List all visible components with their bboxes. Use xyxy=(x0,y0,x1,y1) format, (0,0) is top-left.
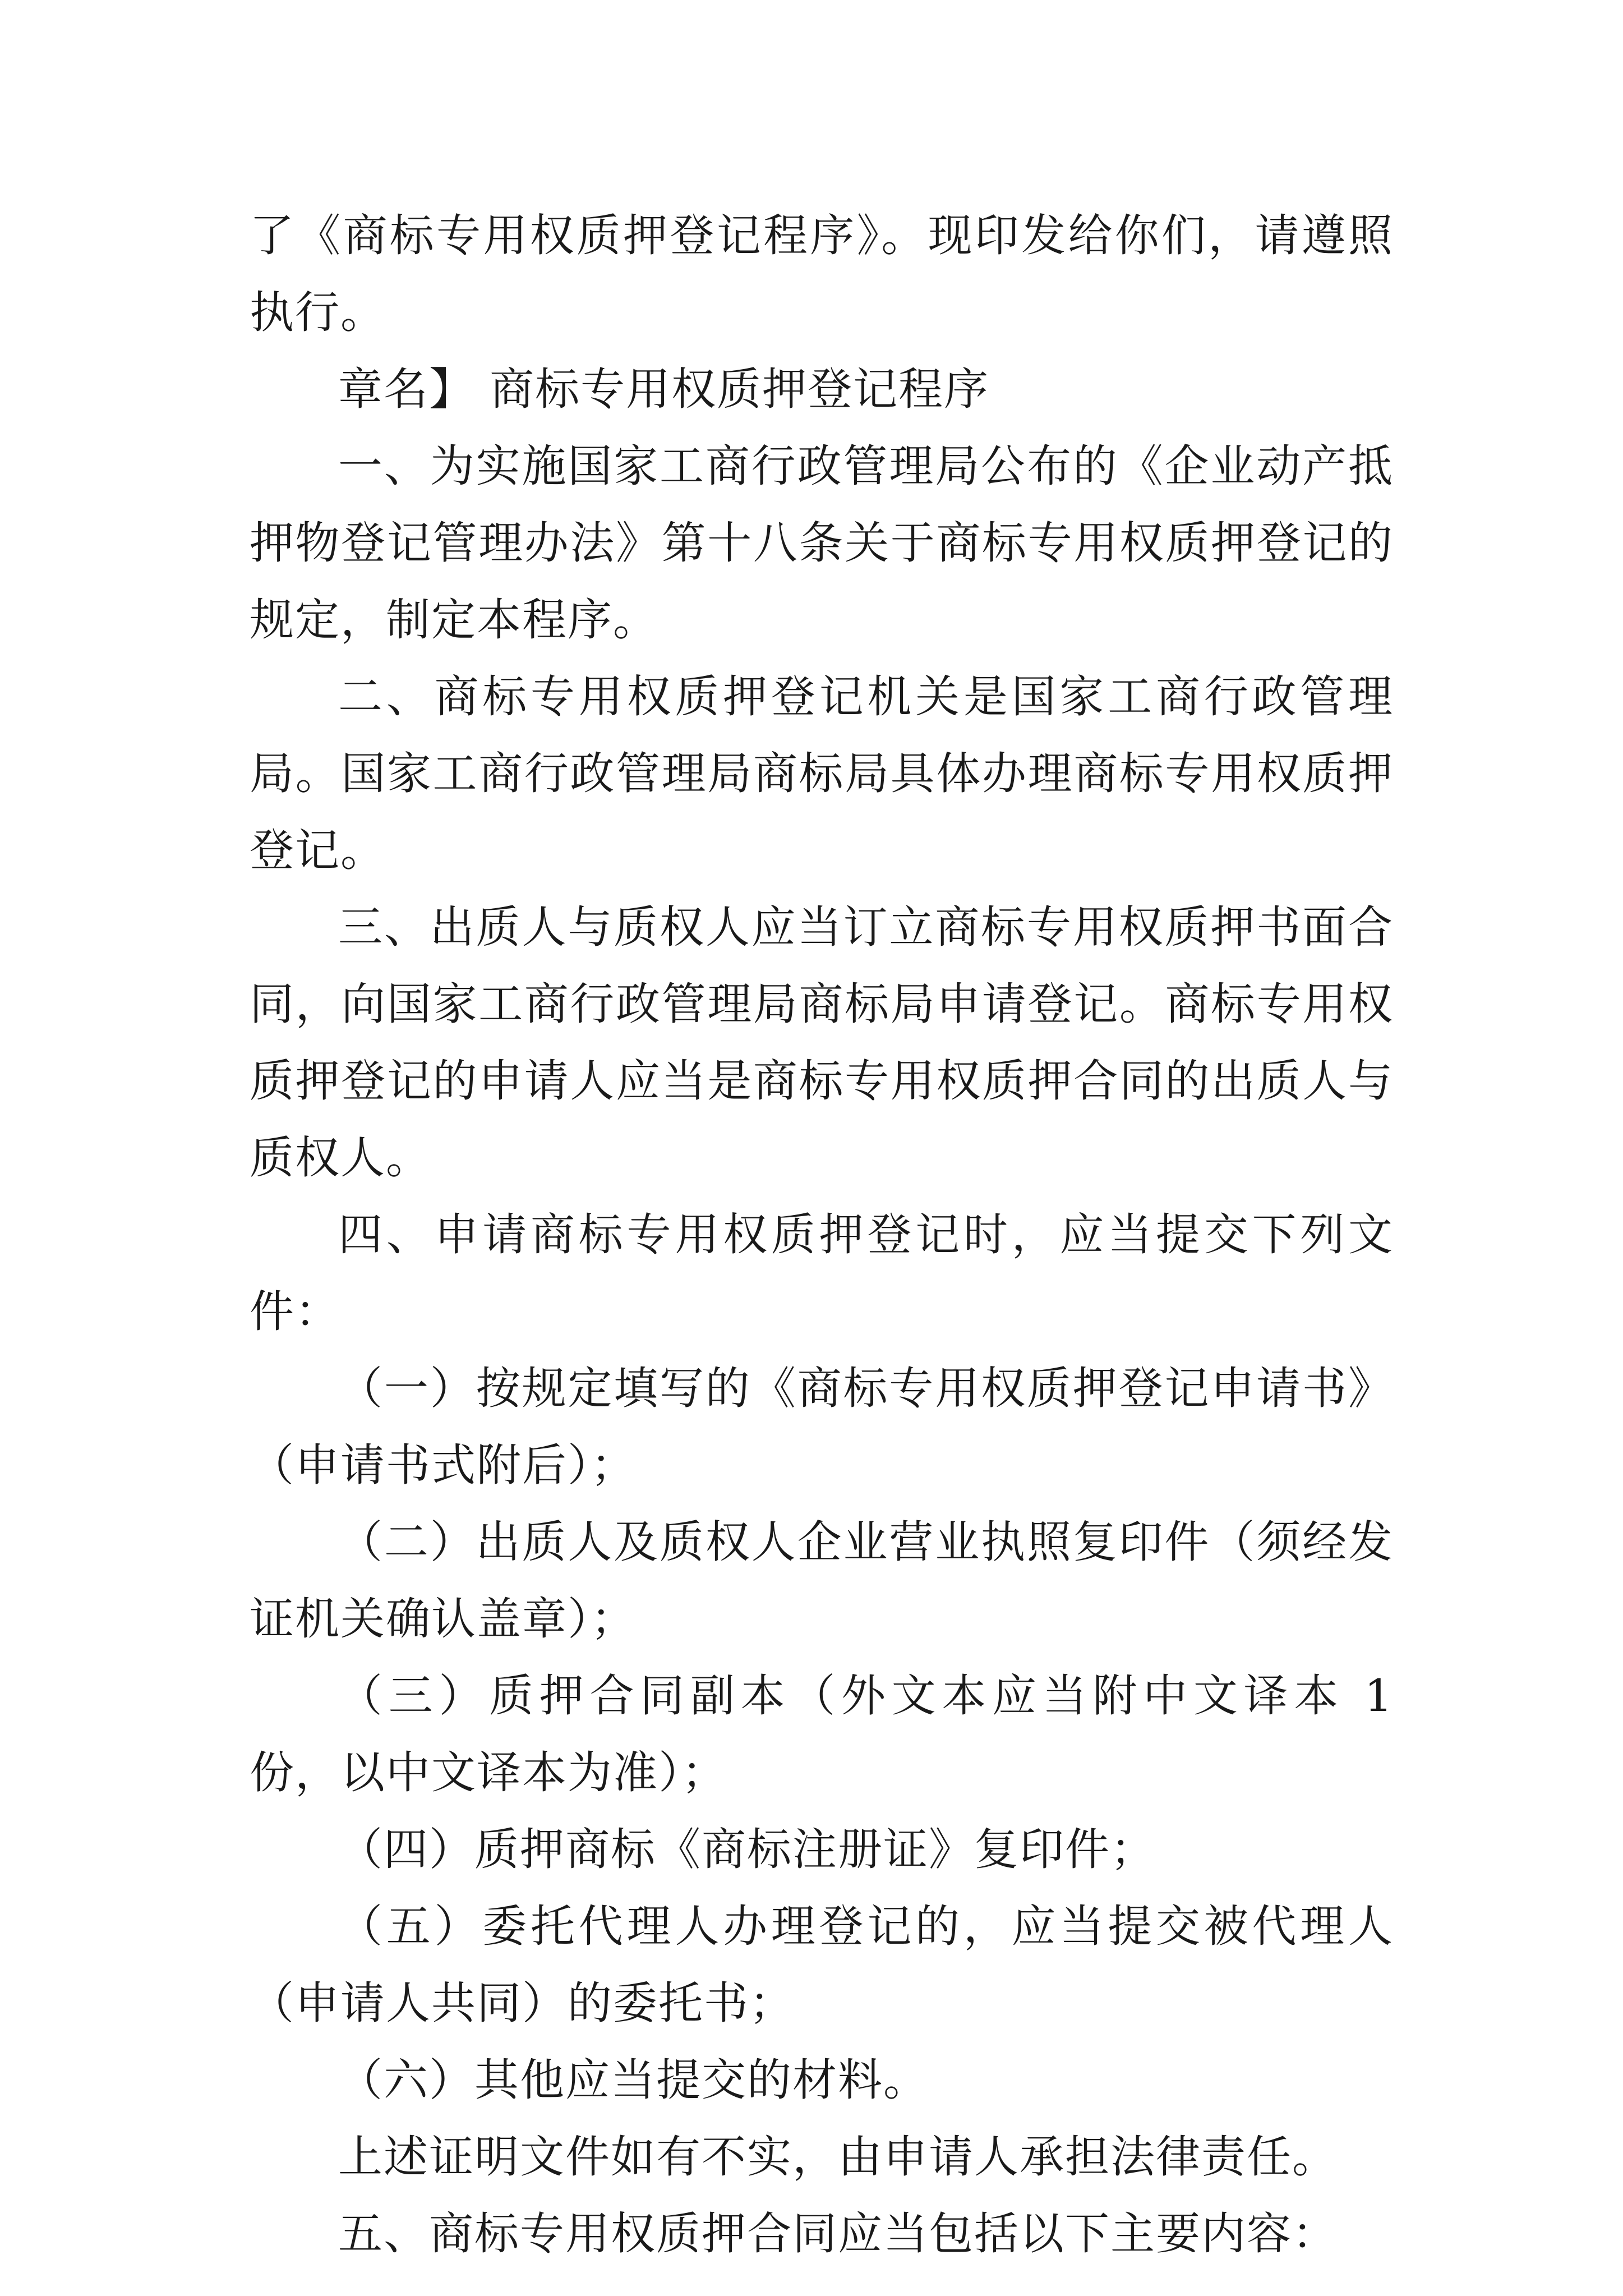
chapter-title: 章名】 商标专用权质押登记程序 xyxy=(338,364,990,415)
list-item-6: （六）其他应当提交的材料。 xyxy=(338,2054,929,2106)
list-item-5: （五）委托代理人办理登记的，应当提交被代理人（申请人共同）的委托书； xyxy=(250,1901,1394,2029)
liability-note: 上述证明文件如有不实，由申请人承担法律责任。 xyxy=(338,2131,1338,2183)
article-5: 五、商标专用权质押合同应当包括以下主要内容： xyxy=(338,2208,1338,2260)
article-4: 四、申请商标专用权质押登记时，应当提交下列文件： xyxy=(250,1209,1394,1337)
article-3: 三、出质人与质权人应当订立商标专用权质押书面合同，向国家工商行政管理局商标局申请登记。商标专用权质押登记的申请人应当是商标专用权质押合同的出质人与质权人。 xyxy=(250,901,1394,1184)
list-item-1: （一）按规定填写的《商标专用权质押登记申请书》（申请书式附后）； xyxy=(250,1363,1394,1491)
article-1: 一、为实施国家工商行政管理局公布的《企业动产抵押物登记管理办法》第十八条关于商标专用权质押登记的规定，制定本程序。 xyxy=(250,440,1394,646)
paragraph-continuation: 了《商标专用权质押登记程序》。现印发给你们，请遵照执行。 xyxy=(250,210,1394,338)
list-item-3: （三）质押合同副本（外文本应当附中文译本 1 份，以中文译本为准）； xyxy=(250,1670,1394,1798)
document-body xyxy=(250,197,1394,2272)
article-2: 二、商标专用权质押登记机关是国家工商行政管理局。国家工商行政管理局商标局具体办理商标专用权质押登记。 xyxy=(250,671,1394,876)
list-item-4: （四）质押商标《商标注册证》复印件； xyxy=(338,1824,1156,1875)
list-item-2: （二）出质人及质权人企业营业执照复印件（须经发证机关确认盖章）； xyxy=(250,1516,1394,1645)
